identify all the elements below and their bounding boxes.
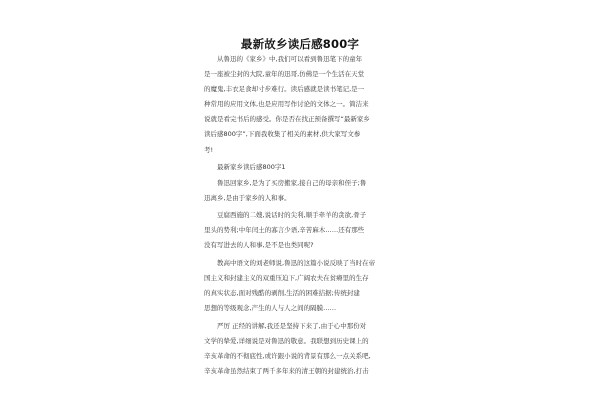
paragraph-line: 的魔鬼,丰衣足食却寸步难行。读后感就是读书笔记,是一 (204, 85, 365, 93)
paragraph-line: 辛亥革命的不彻底性,或许跟小说的背景有那么一点关系吧, (204, 352, 371, 360)
paragraph-line: 说就是看完书后的感受。你是否在找正预备撰写“最新家乡 (204, 115, 370, 123)
paragraph-line: 严厉 正经的讲解,我还是坚持下来了,由于心中那份对 (217, 322, 367, 330)
document-title: 最新故乡读后感800字 (240, 37, 360, 51)
paragraph-line: 读后感800字”,下面我收集了相关的素材,供大家写文参 (204, 130, 361, 138)
paragraph-line: 豆腐西施的二嫂,说话时的尖利,顺手牵羊的贪欲,骨子 (217, 211, 367, 219)
section-heading: 最新家乡读后感800字1 (217, 163, 286, 171)
paragraph-line: 教高中语文的刘老师说,鲁迅的这篇小说反映了当时在帝 (217, 259, 376, 267)
paragraph-line: 思想的等级观念,产生的人与人之间的隔膜…… (204, 304, 337, 312)
paragraph-line: 文学的挚爱,详细说是对鲁迅的敬意。我联想到历史课上的 (204, 337, 369, 345)
paragraph-line: 种常用的应用文体,也是应用写作讨论的文体之一。简洁来 (204, 100, 369, 108)
paragraph-line: 没有写进去的人和事,是不是也类同呢? (204, 241, 314, 249)
paragraph-line: 考! (204, 146, 214, 154)
paragraph-line: 迅离乡,是由于家乡的人和事。 (204, 194, 291, 202)
paragraph-line: 国主义和封建主义的双重压迫下,广阔农夫在贫瘠里的生存 (204, 274, 369, 282)
paragraph-line: 是一座被尘封的大院,童年的迅哥,仿佛是一个生活在天堂 (204, 70, 365, 78)
paragraph-line: 的真实状态,面对残酷的剥削,生活的困难拮据;传统封建 (204, 289, 360, 297)
paragraph-line: 辛亥革命虽然结束了两千多年来的清王朝的封建统治,打击 (204, 367, 369, 375)
paragraph-line: 鲁迅回家乡,是为了买房搬家,接自己的母亲和侄子;鲁 (217, 179, 367, 187)
paragraph-line: 里头的势利;中年闰土的寡言少语,辛苦麻木……还有那些 (204, 226, 365, 234)
paragraph-line: 从鲁迅的《家乡》中,我们可以看到鲁迅笔下的童年 (217, 55, 363, 63)
